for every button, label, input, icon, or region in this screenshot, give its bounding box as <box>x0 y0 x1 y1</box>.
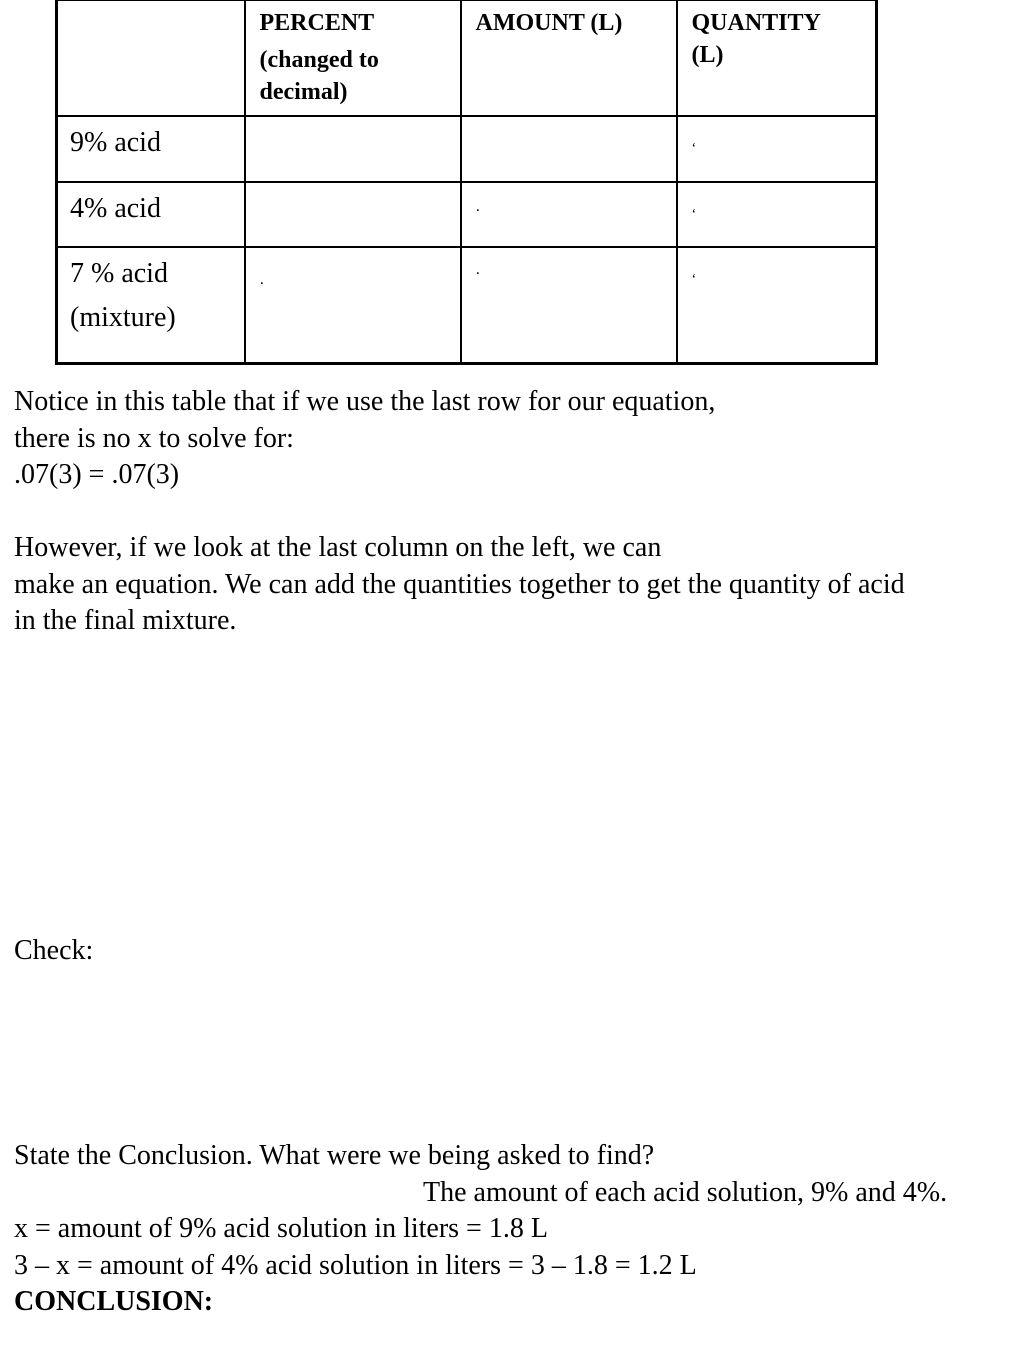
quantity-cell <box>677 182 877 247</box>
remaining-amount-line: 3 – x = amount of 4% acid solution in liters = 3 – 1.8 = 1.2 L <box>14 1249 697 1281</box>
amount-cell <box>461 116 677 182</box>
table-row <box>57 182 877 247</box>
row-label-mixture: (mixture) <box>70 301 176 333</box>
conclusion-prompt: State the Conclusion. What were we being asked to find? <box>14 1140 655 1171</box>
amount-cell <box>461 182 677 247</box>
however-line-3: in the final mixture. <box>14 605 237 636</box>
however-line-2: make an equation. We can add the quantities together to get the quantity of acid <box>14 568 905 600</box>
header-percent-sub-2: decimal) <box>259 79 348 105</box>
header-quantity-unit: (L) <box>691 42 724 68</box>
notice-paragraph <box>14 384 715 494</box>
faint-mark: ․ <box>475 262 481 278</box>
table-header-row <box>57 0 877 116</box>
header-amount: AMOUNT (L) <box>475 10 623 36</box>
header-quantity: QUANTITY <box>691 10 821 36</box>
header-cell-empty <box>57 0 245 116</box>
row-label-9-acid: 9% acid <box>70 126 161 158</box>
table-row <box>57 247 877 364</box>
percent-cell <box>245 247 461 364</box>
quantity-cell <box>677 116 877 182</box>
faint-mark: ‘ <box>691 206 697 222</box>
faint-mark: ‘ <box>691 271 697 287</box>
table-row <box>57 116 877 182</box>
quantity-cell <box>677 247 877 364</box>
amount-cell <box>461 247 677 364</box>
conclusion-answer: The amount of each acid solution, 9% and 4%. <box>423 1176 948 1208</box>
faint-mark: ․ <box>475 199 481 215</box>
row-label-cell <box>57 116 245 182</box>
mixture-table <box>55 0 878 365</box>
header-percent-sub-1: (changed to <box>259 47 379 73</box>
conclusion-section <box>14 1138 947 1321</box>
header-cell-amount <box>461 0 677 116</box>
percent-cell <box>245 116 461 182</box>
row-label-4-acid: 4% acid <box>70 192 161 224</box>
notice-line-1: Notice in this table that if we use the last row for our equation, <box>14 386 716 417</box>
conclusion-heading: CONCLUSION: <box>14 1286 214 1317</box>
header-percent: PERCENT <box>259 10 375 36</box>
check-label: Check: <box>14 935 94 966</box>
faint-mark: ․ <box>259 272 265 288</box>
x-amount-line: x = amount of 9% acid solution in liters = 1.8 L <box>14 1213 548 1244</box>
however-paragraph <box>14 530 905 640</box>
header-cell-quantity <box>677 0 877 116</box>
notice-line-2: there is no x to solve for: <box>14 422 294 454</box>
faint-mark: ‘ <box>691 140 697 156</box>
header-cell-percent <box>245 0 461 116</box>
percent-cell <box>245 182 461 247</box>
however-line-1: However, if we look at the last column on the left, we can <box>14 532 662 563</box>
row-label-7-acid: 7 % acid <box>70 257 168 289</box>
notice-equation: .07(3) = .07(3) <box>14 459 180 490</box>
row-label-cell <box>57 247 245 364</box>
row-label-cell <box>57 182 245 247</box>
